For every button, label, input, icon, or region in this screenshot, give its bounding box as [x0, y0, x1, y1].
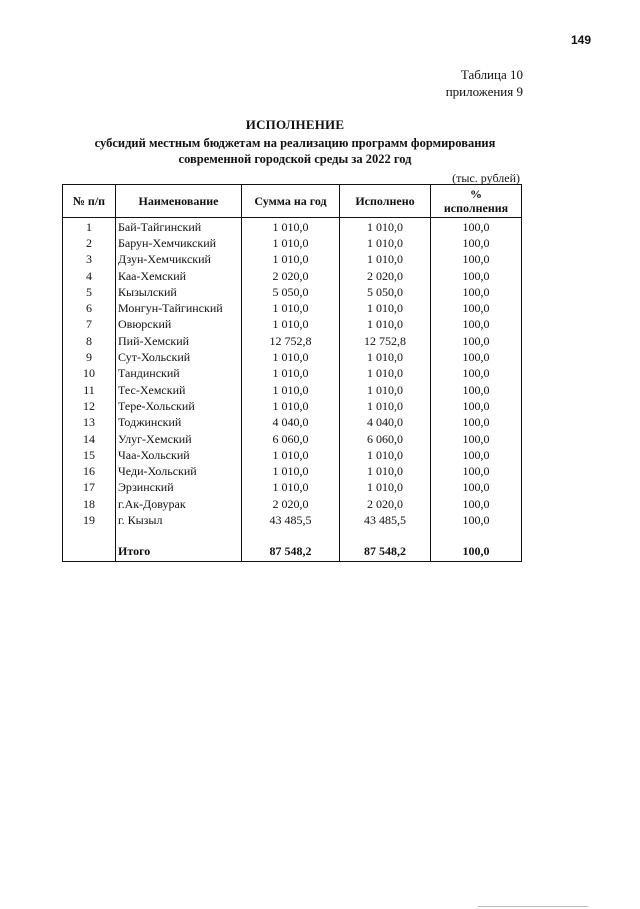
header-num: № п/п [63, 185, 116, 218]
cell-annual: 1 010,0 [242, 366, 340, 382]
header-row [63, 185, 522, 218]
cell-name: Тес-Хемский [116, 382, 242, 398]
cell-annual: 2 020,0 [242, 496, 340, 512]
total-percent: 100,0 [431, 543, 522, 562]
cell-executed: 4 040,0 [340, 415, 431, 431]
cell-num: 1 [63, 218, 116, 236]
header-percent [431, 185, 522, 218]
cell-percent: 100,0 [431, 480, 522, 496]
cell-percent: 100,0 [431, 496, 522, 512]
cell-num: 4 [63, 268, 116, 284]
cell-annual: 1 010,0 [242, 235, 340, 251]
table-row [63, 512, 522, 528]
footer-divider [478, 906, 588, 907]
cell-annual: 1 010,0 [242, 447, 340, 463]
total-annual: 87 548,2 [242, 543, 340, 562]
page-number: 149 [570, 33, 591, 47]
cell-name: Монгун-Тайгинский [116, 300, 242, 316]
cell-percent: 100,0 [431, 333, 522, 349]
cell-executed: 1 010,0 [340, 382, 431, 398]
table-row [63, 366, 522, 382]
table-row [63, 398, 522, 414]
cell-name: Чеди-Хольский [116, 463, 242, 479]
table-row [63, 382, 522, 398]
cell-num: 5 [63, 284, 116, 300]
cell-num: 16 [63, 463, 116, 479]
header-name: Наименование [116, 185, 242, 218]
header-annual: Сумма на год [242, 185, 340, 218]
cell-num: 18 [63, 496, 116, 512]
cell-executed: 1 010,0 [340, 300, 431, 316]
cell-num: 8 [63, 333, 116, 349]
cell-executed: 43 485,5 [340, 512, 431, 528]
cell-num: 10 [63, 366, 116, 382]
cell-executed: 1 010,0 [340, 317, 431, 333]
cell-executed: 1 010,0 [340, 349, 431, 365]
table-row [63, 447, 522, 463]
cell-num: 17 [63, 480, 116, 496]
total-empty [63, 543, 116, 562]
cell-executed: 2 020,0 [340, 268, 431, 284]
cell-percent: 100,0 [431, 382, 522, 398]
document-subtitle [0, 135, 590, 167]
cell-annual: 1 010,0 [242, 398, 340, 414]
execution-table [62, 184, 522, 562]
cell-num: 3 [63, 252, 116, 268]
cell-executed: 1 010,0 [340, 235, 431, 251]
annex-appendix-label: приложения 9 [445, 84, 523, 99]
cell-name: г.Ак-Довурак [116, 496, 242, 512]
cell-executed: 12 752,8 [340, 333, 431, 349]
units-note: (тыс. рублей) [452, 171, 520, 185]
cell-num: 9 [63, 349, 116, 365]
table-header [63, 185, 522, 218]
cell-executed: 1 010,0 [340, 463, 431, 479]
cell-percent: 100,0 [431, 398, 522, 414]
total-executed: 87 548,2 [340, 543, 431, 562]
table-row [63, 300, 522, 316]
cell-annual: 4 040,0 [242, 415, 340, 431]
cell-num: 15 [63, 447, 116, 463]
cell-percent: 100,0 [431, 431, 522, 447]
cell-num: 11 [63, 382, 116, 398]
cell-percent: 100,0 [431, 463, 522, 479]
cell-name: Овюрский [116, 317, 242, 333]
cell-percent: 100,0 [431, 235, 522, 251]
spacer-row [63, 529, 522, 543]
cell-annual: 1 010,0 [242, 480, 340, 496]
cell-name: Пий-Хемский [116, 333, 242, 349]
cell-num: 19 [63, 512, 116, 528]
cell-name: Тоджинский [116, 415, 242, 431]
cell-name: Улуг-Хемский [116, 431, 242, 447]
cell-name: г. Кызыл [116, 512, 242, 528]
subtitle-line-1: субсидий местным бюджетам на реализацию программ формирования [94, 136, 496, 150]
subtitle-line-2: современной городской среды за 2022 год [178, 152, 412, 166]
table-row [63, 268, 522, 284]
cell-num: 2 [63, 235, 116, 251]
cell-annual: 43 485,5 [242, 512, 340, 528]
cell-annual: 6 060,0 [242, 431, 340, 447]
document-title: ИСПОЛНЕНИЕ [245, 117, 345, 132]
cell-name: Барун-Хемчикский [116, 235, 242, 251]
cell-executed: 6 060,0 [340, 431, 431, 447]
cell-annual: 1 010,0 [242, 382, 340, 398]
spacer-cell [63, 529, 116, 543]
table-row [63, 333, 522, 349]
cell-executed: 1 010,0 [340, 366, 431, 382]
cell-name: Чаа-Хольский [116, 447, 242, 463]
cell-annual: 1 010,0 [242, 463, 340, 479]
table-row [63, 463, 522, 479]
cell-name: Кызылский [116, 284, 242, 300]
cell-percent: 100,0 [431, 447, 522, 463]
table-body [63, 218, 522, 562]
spacer-cell [242, 529, 340, 543]
cell-percent: 100,0 [431, 366, 522, 382]
cell-executed: 1 010,0 [340, 447, 431, 463]
cell-percent: 100,0 [431, 349, 522, 365]
cell-percent: 100,0 [431, 252, 522, 268]
cell-annual: 12 752,8 [242, 333, 340, 349]
cell-annual: 1 010,0 [242, 317, 340, 333]
annex-reference [446, 66, 523, 100]
cell-executed: 1 010,0 [340, 398, 431, 414]
table-row [63, 235, 522, 251]
cell-name: Тере-Хольский [116, 398, 242, 414]
cell-percent: 100,0 [431, 317, 522, 333]
cell-annual: 1 010,0 [242, 252, 340, 268]
cell-executed: 1 010,0 [340, 480, 431, 496]
annex-table-label: Таблица 10 [460, 67, 523, 82]
cell-executed: 5 050,0 [340, 284, 431, 300]
table-row [63, 252, 522, 268]
total-row [63, 543, 522, 562]
cell-annual: 1 010,0 [242, 300, 340, 316]
cell-num: 6 [63, 300, 116, 316]
cell-percent: 100,0 [431, 268, 522, 284]
cell-annual: 1 010,0 [242, 349, 340, 365]
table-row [63, 317, 522, 333]
cell-percent: 100,0 [431, 284, 522, 300]
header-percent-label: исполнения [443, 201, 509, 215]
cell-name: Каа-Хемский [116, 268, 242, 284]
cell-num: 7 [63, 317, 116, 333]
header-percent-sign: % [470, 187, 482, 201]
cell-name: Сут-Хольский [116, 349, 242, 365]
total-label: Итого [116, 543, 242, 562]
cell-percent: 100,0 [431, 218, 522, 236]
spacer-cell [431, 529, 522, 543]
cell-name: Дзун-Хемчикский [116, 252, 242, 268]
table-row [63, 496, 522, 512]
cell-executed: 1 010,0 [340, 252, 431, 268]
cell-percent: 100,0 [431, 512, 522, 528]
cell-executed: 1 010,0 [340, 218, 431, 236]
cell-percent: 100,0 [431, 300, 522, 316]
table-row [63, 415, 522, 431]
cell-name: Бай-Тайгинский [116, 218, 242, 236]
table-row [63, 431, 522, 447]
spacer-cell [116, 529, 242, 543]
cell-num: 14 [63, 431, 116, 447]
cell-name: Тандинский [116, 366, 242, 382]
cell-annual: 1 010,0 [242, 218, 340, 236]
spacer-cell [340, 529, 431, 543]
cell-num: 13 [63, 415, 116, 431]
table-row [63, 218, 522, 236]
cell-name: Эрзинский [116, 480, 242, 496]
header-executed: Исполнено [340, 185, 431, 218]
cell-percent: 100,0 [431, 415, 522, 431]
cell-annual: 2 020,0 [242, 268, 340, 284]
cell-num: 12 [63, 398, 116, 414]
cell-executed: 2 020,0 [340, 496, 431, 512]
cell-annual: 5 050,0 [242, 284, 340, 300]
table-row [63, 349, 522, 365]
table-row [63, 480, 522, 496]
table-row [63, 284, 522, 300]
